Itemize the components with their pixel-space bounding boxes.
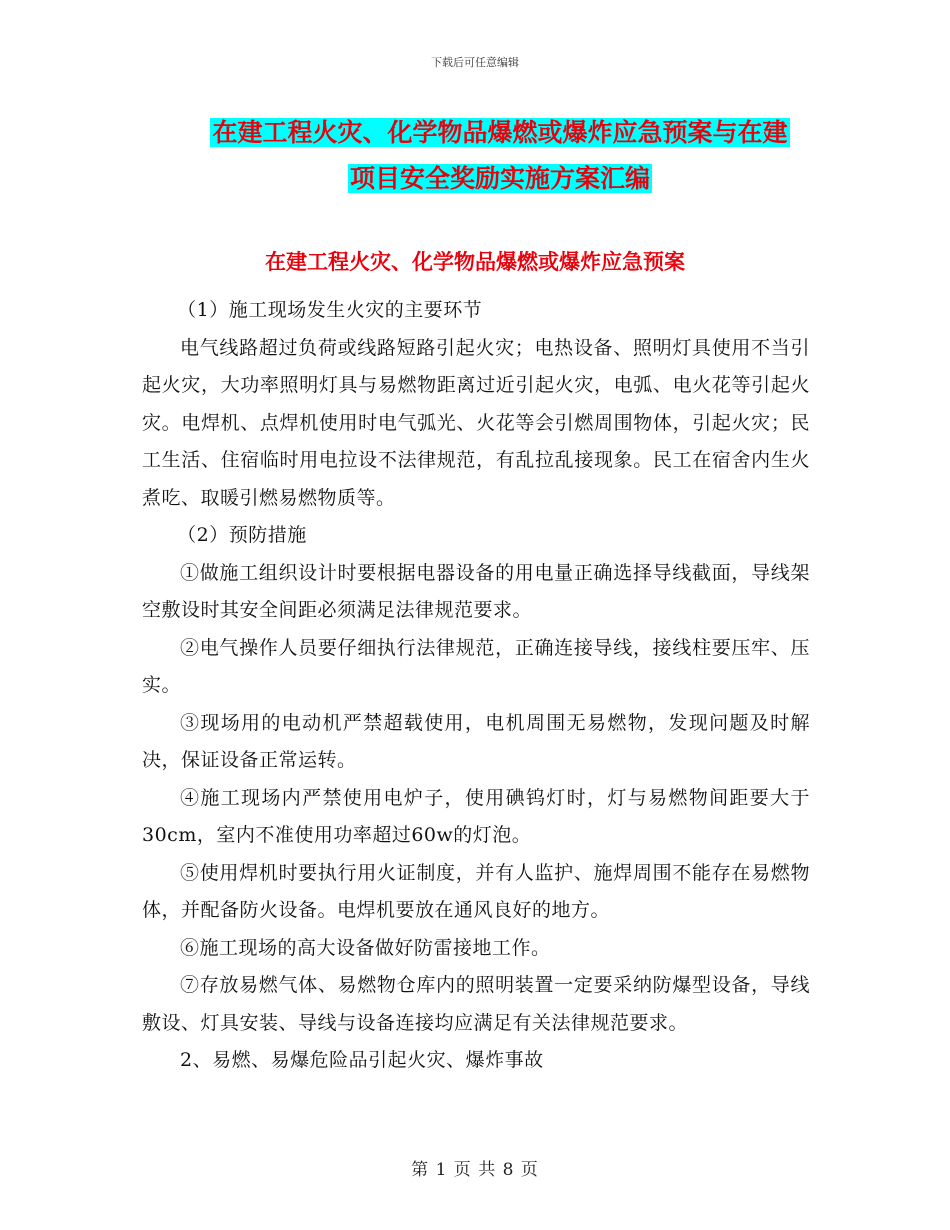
document-title xyxy=(100,110,900,202)
measure-item-5: ⑤使用焊机时要执行用火证制度，并有人监护、施焊周围不能存在易燃物体，并配备防火设备。电焊机要放在通风良好的地方。 xyxy=(142,861,810,921)
measure-item-6: ⑥施工现场的高大设备做好防雷接地工作。 xyxy=(180,936,551,959)
measure-item-2: ②电气操作人员要仔细执行法律规范，正确连接导线，接线柱要压牢、压实。 xyxy=(142,636,810,696)
subheading-prevention: （2）预防措施 xyxy=(177,524,307,546)
title-line-1: 在建工程火灾、化学物品爆燃或爆炸应急预案与在建 xyxy=(212,118,788,147)
measure-item-7: ⑦存放易燃气体、易燃物仓库内的照明装置一定要采纳防爆型设备，导线敷设、灯具安装、导线与设备连接均应满足有关法律规范要求。 xyxy=(142,974,810,1034)
subheading-hazardous-materials: 2、易燃、易爆危险品引起火灾、爆炸事故 xyxy=(180,1049,544,1071)
subheading-fire-causes: （1）施工现场发生火灾的主要环节 xyxy=(177,299,483,321)
measure-item-1: ①做施工组织设计时要根据电器设备的用电量正确选择导线截面，导线架空敷设时其安全间距必须满足法律规范要求。 xyxy=(142,561,810,621)
measure-item-3: ③现场用的电动机严禁超载使用，电机周围无易燃物，发现问题及时解决，保证设备正常运转。 xyxy=(142,711,810,771)
title-line-2: 项目安全奖励实施方案汇编 xyxy=(349,164,650,193)
measure-item-4: ④施工现场内严禁使用电炉子，使用碘钨灯时，灯与易燃物间距要大于30cm，室内不准使用功率超过60w的灯泡。 xyxy=(142,786,810,846)
header-note: 下载后可任意编辑 xyxy=(431,56,519,69)
paragraph-fire-causes: 电气线路超过负荷或线路短路引起火灾；电热设备、照明灯具使用不当引起火灾，大功率照明灯具与易燃物距离过近引起火灾，电弧、电火花等引起火灾。电焊机、点焊机使用时电气弧光、火花等会引燃周围物体，引起火灾；民工生活、住宿临时用电拉设不法律规范，有乱拉乱接现象。民工在宿舍内生火煮吃、取暖引燃易燃物质等。 xyxy=(142,336,810,509)
section-title: 在建工程火灾、化学物品爆燃或爆炸应急预案 xyxy=(265,250,685,274)
page-footer: 第 1 页 共 8 页 xyxy=(411,1160,539,1180)
document-body xyxy=(142,292,810,1080)
